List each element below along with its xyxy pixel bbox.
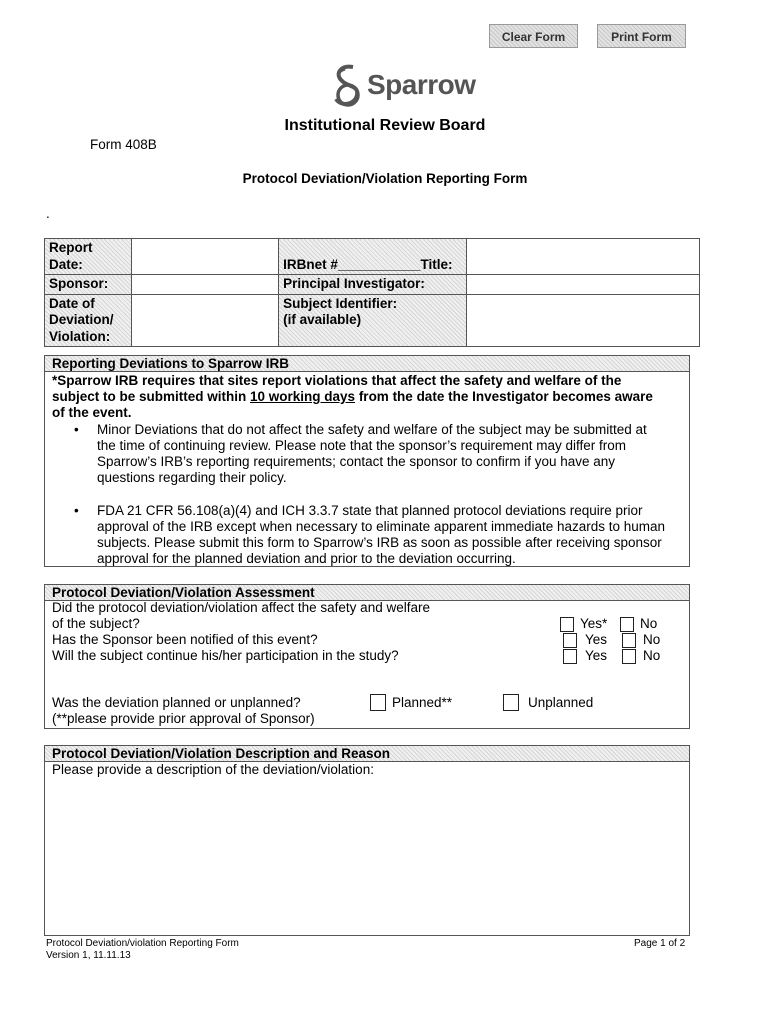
footer-form-name: Protocol Deviation/violation Reporting Form [46, 938, 239, 949]
q2-yes-label: Yes [585, 632, 608, 647]
q2-yes-checkbox[interactable] [563, 633, 577, 648]
subject-identifier-field[interactable] [466, 294, 699, 347]
planned-checkbox[interactable] [370, 694, 386, 711]
report-date-field[interactable] [131, 239, 278, 275]
form-number: Form 408B [90, 137, 157, 152]
subject-identifier-label: Subject Identifier: (if available) [279, 294, 467, 347]
q4-note: (**please provide prior approval of Sponsor) [52, 711, 315, 726]
q3-yes-checkbox[interactable] [563, 649, 577, 664]
q1-no-label: No [640, 616, 658, 631]
bullet-1-line-2: the time of continuing review. Please note that the sponsor’s requirement may differ from [97, 438, 627, 453]
footer-page-number: Page 1 of 2 [634, 938, 686, 949]
description-field[interactable] [48, 780, 686, 932]
form-title: Protocol Deviation/Violation Reporting Form [242, 171, 528, 186]
q3-no-label: No [643, 648, 661, 663]
clear-form-button[interactable]: Clear Form [489, 24, 578, 48]
bullet-2-line-2: approval of the IRB except when necessary to eliminate apparent immediate hazards to human [97, 519, 666, 534]
bullet-2-line-4: approval for the planned deviation and prior to the deviation occurring. [97, 551, 516, 566]
q2-no-label: No [643, 632, 661, 647]
sparrow-logo [331, 63, 476, 111]
q1-no-checkbox[interactable] [620, 617, 634, 632]
q2-no-checkbox[interactable] [622, 633, 636, 648]
sponsor-field[interactable] [131, 275, 278, 295]
sparrow-logo-icon [331, 63, 365, 109]
q1-yes-label: Yes* [580, 616, 608, 631]
planned-label: Planned** [392, 695, 453, 710]
reporting-heading: Reporting Deviations to Sparrow IRB [45, 356, 689, 372]
print-form-button[interactable]: Print Form [597, 24, 686, 48]
unplanned-checkbox[interactable] [503, 694, 519, 711]
bullet-icon: • [74, 503, 79, 518]
date-of-deviation-field[interactable] [131, 294, 278, 347]
bullet-2-line-1: FDA 21 CFR 56.108(a)(4) and ICH 3.3.7 state that planned protocol deviations require prior [97, 503, 643, 518]
bullet-1-line-4: questions regarding their policy. [97, 470, 287, 485]
reporting-intro-line-2: subject to be submitted within 10 working days from the date the Investigator becomes aware [52, 389, 653, 404]
bullet-2-line-3: subjects. Please submit this form to Sparrow’s IRB as soon as possible after receiving sponsor [97, 535, 662, 550]
bullet-1-line-3: Sparrow’s IRB’s reporting requirements; contact the sponsor to confirm if you have any [97, 454, 616, 469]
q1-line-2: of the subject? [52, 616, 140, 631]
q3-text: Will the subject continue his/her participation in the study? [52, 648, 399, 663]
board-title: Institutional Review Board [284, 117, 486, 134]
q4-text: Was the deviation planned or unplanned? [52, 695, 301, 710]
description-prompt: Please provide a description of the deviation/violation: [52, 762, 374, 777]
q1-yes-checkbox[interactable] [560, 617, 574, 632]
pi-label: Principal Investigator: [279, 275, 467, 295]
reporting-intro-line-1: *Sparrow IRB requires that sites report violations that affect the safety and welfare of the [52, 373, 622, 388]
unplanned-label: Unplanned [528, 695, 594, 710]
pi-field[interactable] [466, 275, 699, 295]
stray-dot: . [46, 206, 50, 221]
bullet-icon: • [74, 422, 79, 437]
irbnet-title-field[interactable] [466, 239, 699, 275]
q2-text: Has the Sponsor been notified of this event? [52, 632, 318, 647]
q3-no-checkbox[interactable] [622, 649, 636, 664]
assessment-heading: Protocol Deviation/Violation Assessment [45, 585, 689, 601]
sponsor-label: Sponsor: [45, 275, 132, 295]
footer-version: Version 1, 11.11.13 [46, 950, 131, 961]
logo-wordmark: Sparrow [367, 69, 476, 100]
report-date-label: Report Date: [45, 239, 132, 275]
bullet-1-line-1: Minor Deviations that do not affect the safety and welfare of the subject may be submitted at [97, 422, 647, 437]
report-info-table [44, 238, 700, 347]
description-heading: Protocol Deviation/Violation Description and Reason [45, 746, 689, 762]
q3-yes-label: Yes [585, 648, 608, 663]
reporting-intro-line-3: of the event. [52, 405, 132, 420]
q1-line-1: Did the protocol deviation/violation affect the safety and welfare [52, 600, 430, 615]
date-of-deviation-label: Date of Deviation/ Violation: [45, 294, 132, 347]
irbnet-title-label: IRBnet #___________Title: [279, 239, 467, 275]
